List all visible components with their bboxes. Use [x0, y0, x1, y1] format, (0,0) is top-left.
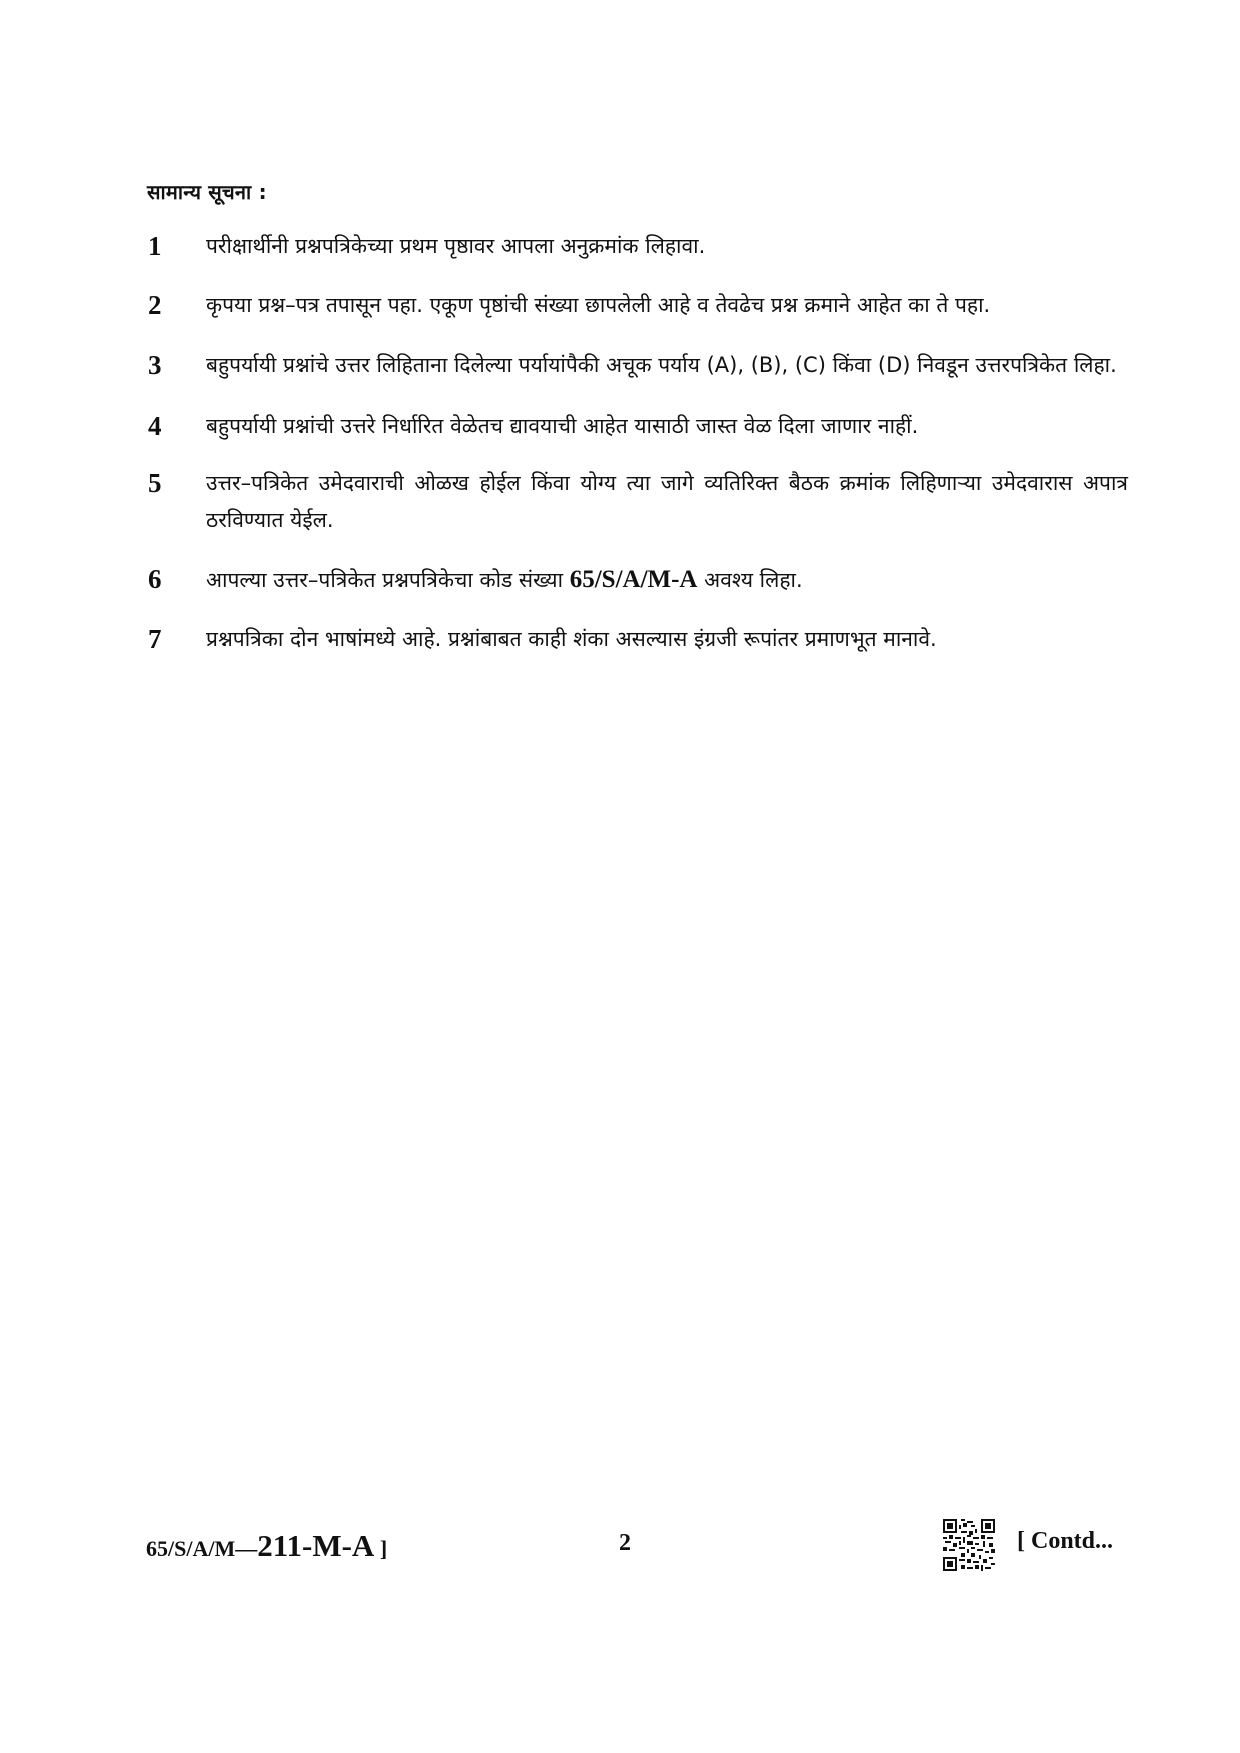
qr-code-icon	[943, 1519, 995, 1571]
instruction-number: 3	[148, 350, 162, 380]
instruction-item	[148, 621, 1128, 658]
instruction-item	[148, 465, 1128, 539]
instruction-number: 1	[148, 231, 162, 261]
instruction-text-before: आपल्या उत्तर–पत्रिकेत प्रश्नपत्रिकेचा कोड संख्या	[206, 568, 570, 592]
footer-code-prefix: 65/S/A/M—	[146, 1536, 258, 1561]
instruction-item	[148, 287, 1128, 324]
footer-paper-code	[146, 1528, 387, 1564]
instruction-text: बहुपर्यायी प्रश्नांची उत्तरे निर्धारित वेळेतच द्यावयाची आहेत यासाठी जास्त वेळ दिला जाणार नाहीं.	[206, 414, 919, 438]
instruction-text: परीक्षार्थीनी प्रश्नपत्रिकेच्या प्रथम पृष्ठावर आपला अनुक्रमांक लिहावा.	[206, 234, 706, 258]
instruction-text: प्रश्नपत्रिका दोन भाषांमध्ये आहे. प्रश्नांबाबत काही शंका असल्यास इंग्रजी रूपांतर प्रमाणभूत मानावे.	[206, 627, 937, 651]
instruction-item	[148, 347, 1128, 384]
instruction-number: 2	[148, 290, 162, 320]
instructions-list	[148, 228, 1128, 658]
instruction-number: 6	[148, 564, 162, 594]
continued-label: [ Contd...	[1017, 1528, 1114, 1554]
instruction-text: उत्तर–पत्रिकेत उमेदवाराची ओळख होईल किंवा योग्य त्या जागे व्यतिरिक्त बैठक क्रमांक लिहिणाऱ्या उमेदवारास अपात्र ठरविण्यात येईल.	[206, 471, 1128, 532]
instruction-item	[148, 228, 1128, 265]
general-instructions-heading: सामान्य सूचना :	[147, 180, 267, 204]
instruction-number: 4	[148, 411, 162, 441]
instruction-item	[148, 408, 1128, 445]
instruction-text: बहुपर्यायी प्रश्नांचे उत्तर लिहिताना दिलेल्या पर्यायांपैकी अचूक पर्याय (A), (B), (C) किंवा (D) निवडून उत्तरपत्रिकेत लिहा.	[206, 353, 1117, 377]
footer-code-suffix: ]	[374, 1536, 388, 1561]
footer-code-main: 211-M-A	[257, 1528, 375, 1563]
page-number: 2	[619, 1530, 631, 1556]
instruction-number: 5	[148, 468, 162, 498]
instruction-number: 7	[148, 624, 162, 654]
instruction-text	[206, 561, 1128, 599]
instruction-text: कृपया प्रश्न–पत्र तपासून पहा. एकूण पृष्ठांची संख्या छापलेली आहे व तेवढेच प्रश्न क्रमाने आहेत का ते पहा.	[206, 293, 991, 317]
instruction-text-after: अवश्य लिहा.	[697, 568, 803, 592]
question-paper-code: 65/S/A/M-A	[569, 566, 698, 593]
instruction-item	[148, 561, 1128, 599]
